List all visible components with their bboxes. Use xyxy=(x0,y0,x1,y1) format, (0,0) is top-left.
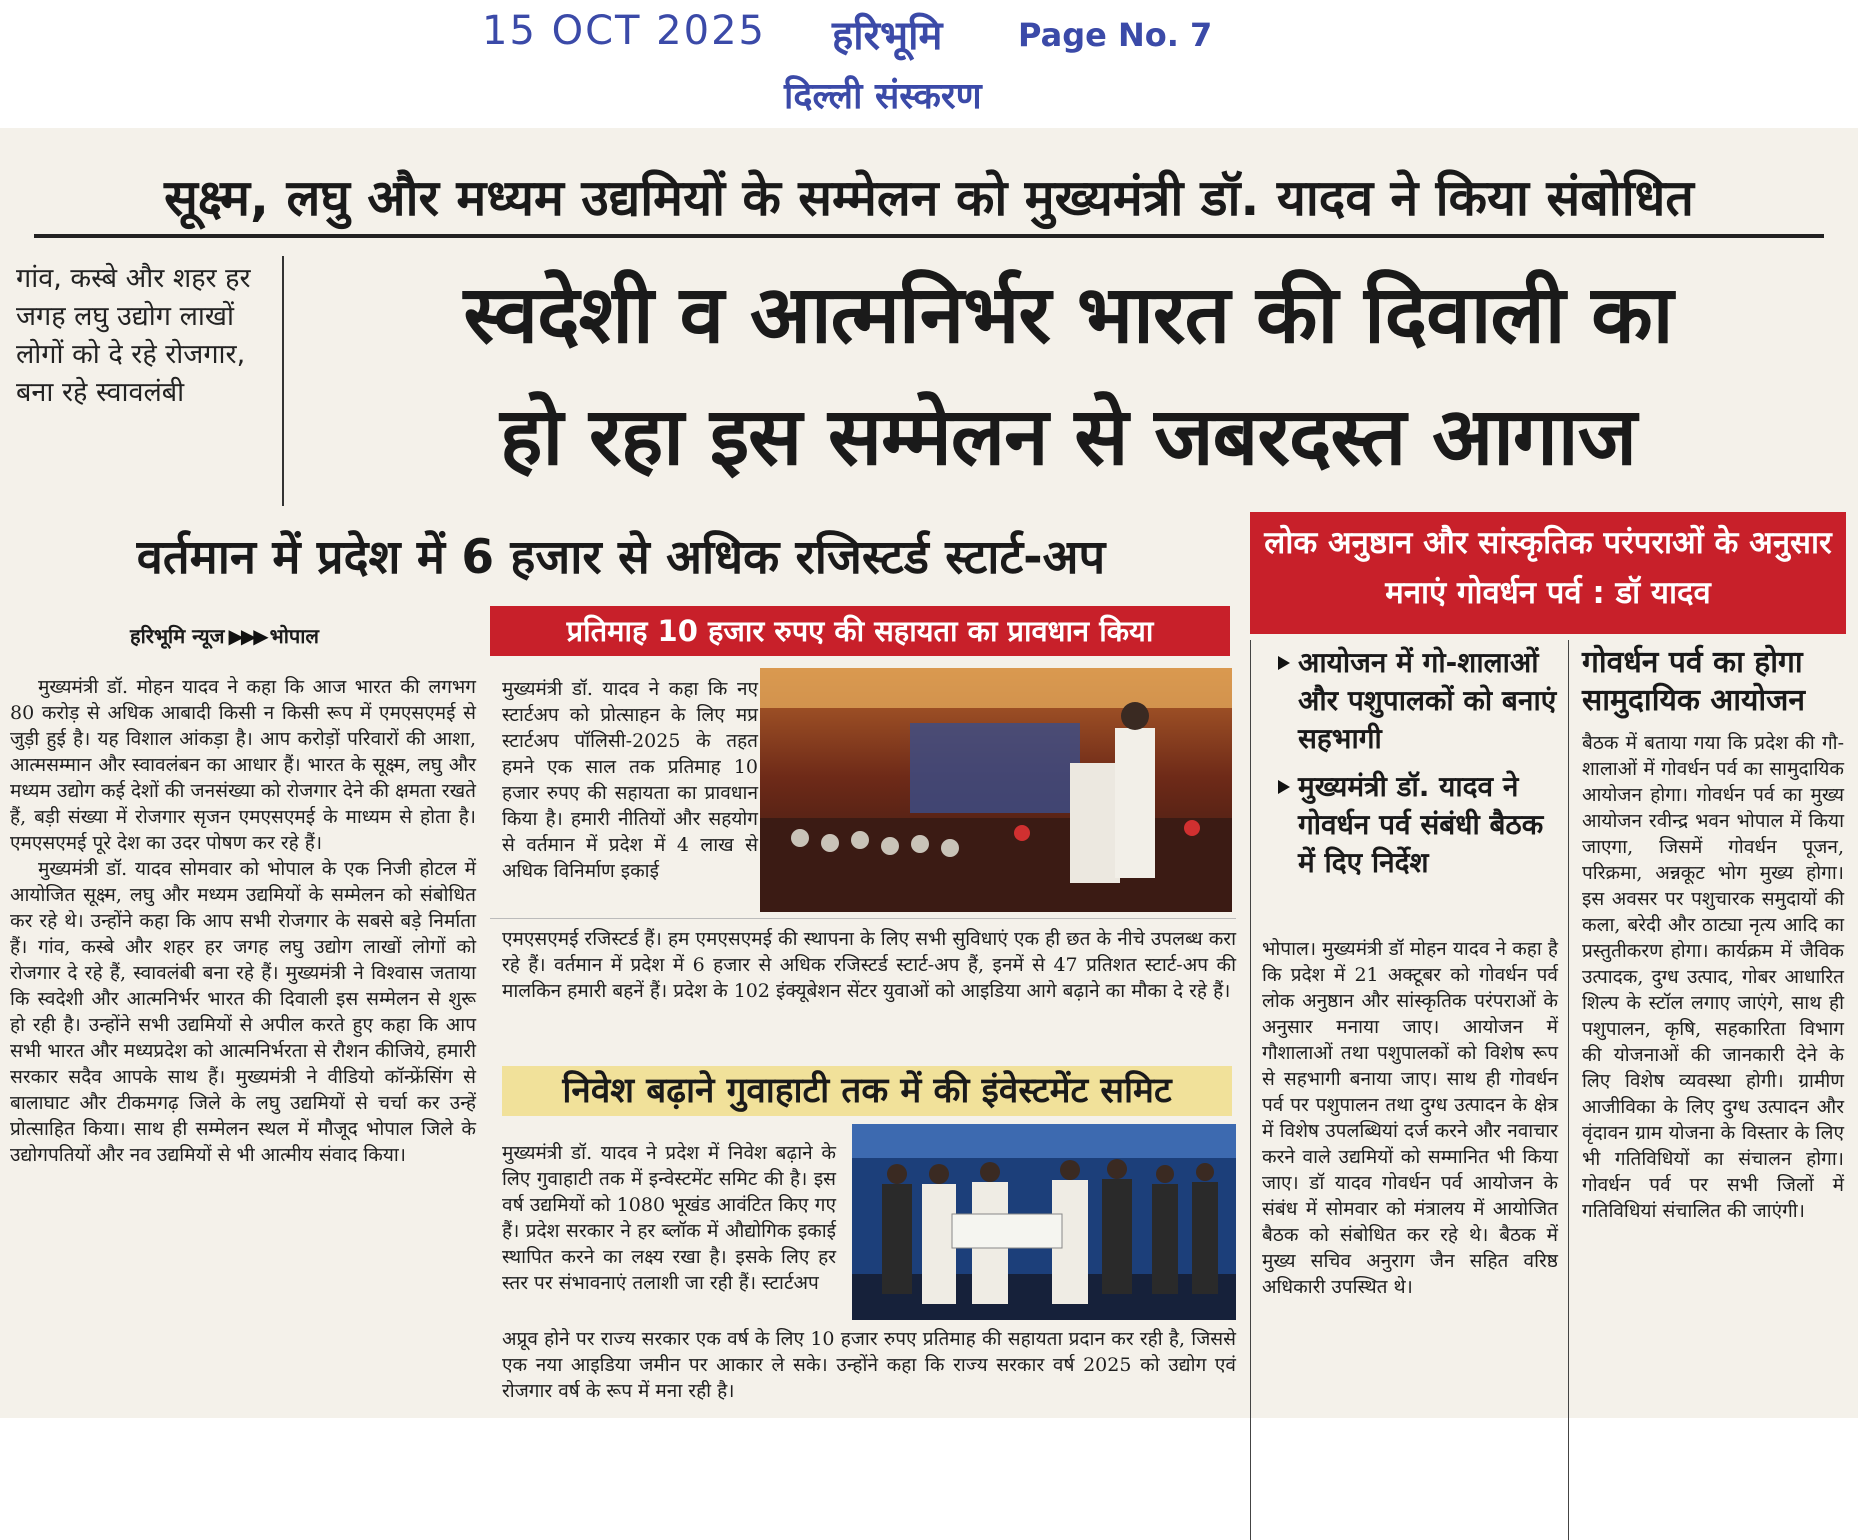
conference-photo xyxy=(760,668,1232,912)
side-story-headline: लोक अनुष्ठान और सांस्कृतिक परंपराओं के अनुसार मनाएं गोवर्धन पर्व : डॉ यादव xyxy=(1250,512,1846,634)
divider xyxy=(490,918,1236,919)
column-divider xyxy=(1568,640,1569,1540)
article-wide-paragraph-1 xyxy=(502,926,1236,1004)
article-column-1 xyxy=(10,674,476,1168)
paragraph: मुख्यमंत्री डॉ. यादव ने कहा कि नए स्टार्टअप को प्रोत्साहन के लिए मप्र स्टार्टअप पॉलिसी-2025 के तहत हमने एक साल तक प्रतिमाह 10 हजार रुपए की सहायता का प्रावधान किया है। हमारी नीतियों और सहयोग से वर्तमान में प्रदेश में 4 लाख से अधिक विनिर्माण इकाई xyxy=(502,678,758,882)
paragraph: एमएसएमई रजिस्टर्ड हैं। हम एमएसएमई की स्थापना के लिए सभी सुविधाएं एक ही छत के नीचे उपलब्ध करा रहे हैं। वर्तमान में प्रदेश में 6 हजार से अधिक रजिस्टर्ड स्टार्ट-अप हैं, इनमें से 47 प्रतिशत स्टार्ट-अप की मालकिन हमारी बहनें हैं। प्रदेश के 102 इंक्यूबेशन सेंटर युवाओं को आइडिया आगे बढ़ाने का मौका दे रहे हैं। xyxy=(502,928,1236,1002)
paragraph: भोपाल। मुख्यमंत्री डॉ मोहन यादव ने कहा है कि प्रदेश में 21 अक्टूबर को गोवर्धन पर्व लोक अनुष्ठान और सांस्कृतिक परंपराओं के अनुसार मनाया जाए। आयोजन में गौशालाओं तथा पशुपालकों को विशेष रूप से सहभागी बनाया जाए। साथ ही गोवर्धन पर्व पर पशुपालन तथा दुग्ध उत्पादन के क्षेत्र में विशेष उपलब्धियां दर्ज करने और नवाचार करने वाले उद्यमियों को सम्मानित भी किया जाए। डॉ यादव गोवर्धन पर्व आयोजन के संबंध में सोमवार को मंत्रालय में आयोजित बैठक को संबोधित कर रहे थे। बैठक में मुख्य सचिव अनुराग जैन सहित वरिष्ठ अधिकारी उपस्थित थे। xyxy=(1262,938,1558,1298)
paragraph: मुख्यमंत्री डॉ. मोहन यादव ने कहा कि आज भारत की लगभग 80 करोड़ से अधिक आबादी किसी न किसी रूप में एमएसएमई से जुड़ी हुई है। यह विशाल आंकड़ा है। आप करोड़ों परिवारों की आशा, आत्मसम्मान और स्वावलंबन का आधार हैं। भारत के सूक्ष्म, लघु और मध्यम उद्योग कई देशों की जनसंख्या को रोजगार देने की क्षमता रखते हैं, बड़ी संख्या में रोजगार सृजन एमएसएमई के माध्यम से होता है। एमएसएमई पूरे देश का उदर पोषण कर रहे हैं। xyxy=(10,676,476,854)
side-story-subheading: गोवर्धन पर्व का होगा सामुदायिक आयोजन xyxy=(1582,645,1806,718)
main-headline-line-2: हो रहा इस सम्मेलन से जबरदस्त आगाज xyxy=(500,390,1636,483)
stamp-date: 15 OCT 2025 xyxy=(482,8,766,54)
article-column-2 xyxy=(502,676,758,884)
conference-photo-image xyxy=(760,668,1232,912)
paragraph: बैठक में बताया गया कि प्रदेश की गौ-शालाओं में गोवर्धन पर्व का सामुदायिक आयोजन होगा। गोवर्धन पर्व का मुख्य आयोजन रवीन्द्र भवन भोपाल में किया जाएगा, जिसमें गोवर्धन पूजन, परिक्रमा, अन्नकूट भोग मुख्य होगा। इस अवसर पर पशुचारक समुदायों की कला, बरेदी और ठाट्या नृत्य आदि का प्रस्तुतीकरण होगा। कार्यक्रम में जैविक उत्पादक, दुग्ध उत्पाद, गोबर आधारित शिल्प के स्टॉल लगाए जाएंगे, साथ ही पशुपालन, कृषि, सहकारिता विभाग की योजनाओं की जानकारी देने के लिए विशेष व्यवस्था होगी। ग्रामीण आजीविका के लिए दुग्ध उत्पादन और वृंदावन ग्राम योजना के विस्तार के लिए भी गतिविधियों का संचालन होगा। गोवर्धन पर्व पर सभी जिलों में गतिविधियां संचालित की जाएंगी। xyxy=(1582,732,1844,1222)
byline xyxy=(130,622,319,649)
newspaper-clipping xyxy=(0,128,1858,1418)
award-ceremony-photo xyxy=(852,1124,1236,1320)
column-divider xyxy=(1250,640,1251,1540)
stamp-page-number: Page No. 7 xyxy=(1018,16,1213,54)
side-deck: गांव, कस्बे और शहर हर जगह लघु उद्योग लाखों लोगों को दे रहे रोजगार, बना रहे स्वावलंबी xyxy=(16,263,251,408)
deck-divider xyxy=(282,256,284,506)
stamp-newspaper-name: हरिभूमि xyxy=(832,13,943,59)
investment-summit-headline: निवेश बढ़ाने गुवाहाटी तक में की इंवेस्टमेंट समिट xyxy=(502,1066,1232,1116)
inset-headline: प्रतिमाह 10 हजार रुपए की सहायता का प्रावधान किया xyxy=(490,606,1230,656)
award-ceremony-photo-image xyxy=(852,1124,1236,1320)
paragraph: मुख्यमंत्री डॉ. यादव सोमवार को भोपाल के एक निजी होटल में आयोजित सूक्ष्म, लघु और मध्यम उद्यमियों के सम्मेलन को संबोधित कर रहे थे। उन्होंने कहा कि आप सभी रोजगार के सबसे बड़े निर्माता हैं। गांव, कस्बे और शहर हर जगह लघु उद्योग लाखों लोगों को रोजगार दे रहे हैं, स्वावलंबी बना रहे हैं। मुख्यमंत्री ने विश्वास जताया कि स्वदेशी और आत्मनिर्भर भारत की दिवाली इस सम्मेलन से शुरू हो रही है। उन्होंने सभी उद्यमियों से अपील करते हुए कहा कि आप सभी भारत और मध्यप्रदेश को आत्मनिर्भरता से रौशन कीजिये, हमारी सरकार सदैव आपके साथ हैं। मुख्यमंत्री ने वीडियो कॉन्फ्रेंसिंग से बालाघाट और टीकमगढ़ जिले के लघु उद्यमियों से चर्चा कर उन्हें प्रोत्साहित किया। साथ ही सम्मेलन स्थल में मौजूद भोपाल जिले के उद्योगपतियों और नव उद्यमियों से भी आत्मीय संवाद किया। xyxy=(10,858,476,1166)
paragraph: मुख्यमंत्री डॉ. यादव ने प्रदेश में निवेश बढ़ाने के लिए गुवाहाटी तक में इन्वेस्टमेंट समिट की है। इस वर्ष उद्यमियों को 1080 भूखंड आवंटित किए गए हैं। प्रदेश सरकार ने हर ब्लॉक में औद्योगिक इकाई स्थापित करने का लक्ष्य रखा है। इसके लिए हर स्तर पर संभावनाएं तलाशी जा रही हैं। स्टार्टअप xyxy=(502,1142,836,1294)
kicker-headline: सूक्ष्म, लघु और मध्यम उद्यमियों के सम्मेलन को मुख्यमंत्री डॉ. यादव ने किया संबोधित xyxy=(34,162,1824,238)
article-wide-paragraph-2 xyxy=(502,1326,1236,1404)
byline-source: हरिभूमि न्यूज xyxy=(130,624,225,648)
main-headline-line-1: स्वदेशी व आत्मनिर्भर भारत की दिवाली का xyxy=(463,268,1673,361)
highlight-bullet: आयोजन में गो-शालाओं और पशुपालकों को बनाएं सहभागी xyxy=(1276,644,1562,758)
byline-place: भोपाल xyxy=(269,624,319,648)
side-story-column-2 xyxy=(1582,730,1844,1224)
side-story-column-1 xyxy=(1262,936,1558,1300)
main-headline xyxy=(298,254,1838,498)
stamp-edition: दिल्ली संस्करण xyxy=(784,76,982,117)
subheadline: वर्तमान में प्रदेश में 6 हजार से अधिक रजिस्टर्ड स्टार्ट-अप xyxy=(136,530,1106,585)
side-story-highlights xyxy=(1276,644,1562,892)
paragraph: अप्रूव होने पर राज्य सरकार एक वर्ष के लिए 10 हजार रुपए प्रतिमाह की सहायता प्रदान कर रही है, जिससे एक नया आइडिया जमीन पर आकार ले सके। उन्होंने कहा कि राज्य सरकार वर्ष 2025 को उद्योग एवं रोजगार वर्ष के रूप में मना रही है। xyxy=(502,1328,1236,1402)
article-column-3 xyxy=(502,1140,836,1296)
highlight-bullet: मुख्यमंत्री डॉ. यादव ने गोवर्धन पर्व संबंधी बैठक में दिए निर्देश xyxy=(1276,768,1562,882)
byline-arrows-icon: ▶▶▶ xyxy=(228,624,266,648)
